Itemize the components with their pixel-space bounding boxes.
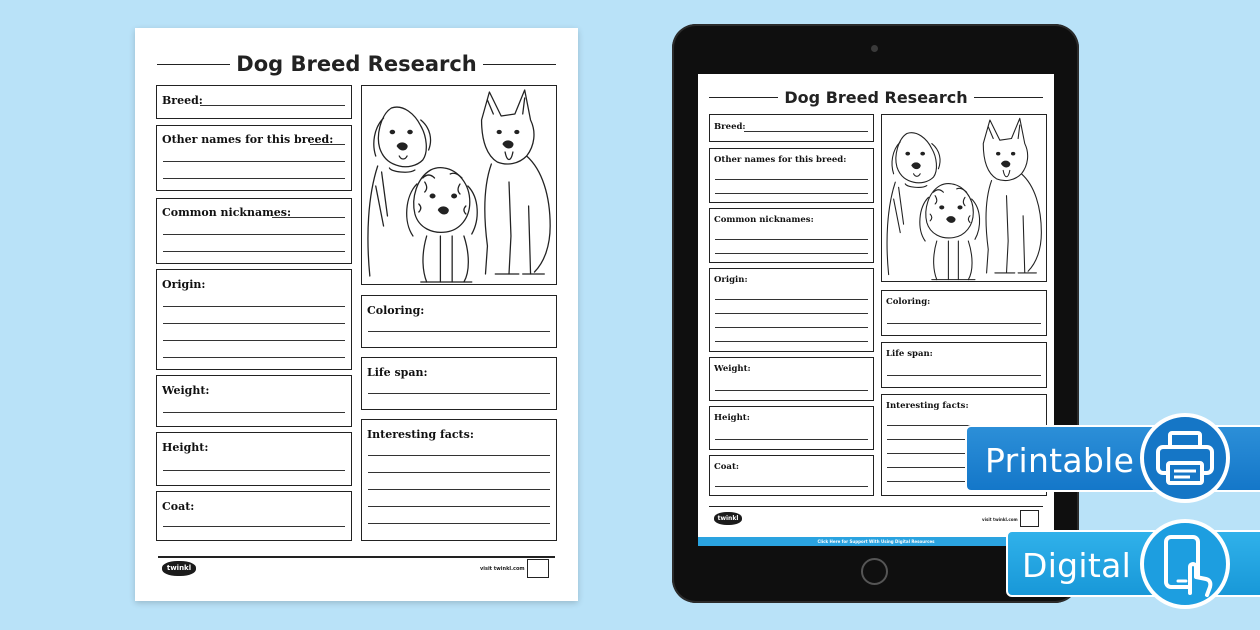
weight-label: Weight:	[162, 384, 210, 397]
printer-icon	[1140, 413, 1230, 503]
tablet-height-field[interactable]	[709, 406, 874, 450]
write-line	[272, 217, 345, 218]
facts-label: Interesting facts:	[886, 401, 969, 411]
nicknames-label: Common nicknames:	[714, 215, 814, 225]
home-button[interactable]	[861, 558, 888, 585]
write-line	[368, 523, 550, 524]
write-line	[163, 306, 345, 307]
tablet-nicknames-field[interactable]	[709, 208, 874, 263]
write-line	[887, 323, 1041, 324]
digital-support-banner[interactable]: Click Here for Support With Using Digital Resources	[698, 537, 1054, 546]
facts-label: Interesting facts:	[367, 428, 474, 441]
tablet-breed-field[interactable]	[709, 114, 874, 142]
weight-label: Weight:	[714, 364, 751, 374]
write-line	[887, 375, 1041, 376]
write-line	[715, 439, 868, 440]
write-line	[163, 357, 345, 358]
coloring-label: Coloring:	[367, 304, 425, 317]
write-line	[200, 105, 345, 106]
write-line	[715, 299, 868, 300]
write-line	[715, 313, 868, 314]
write-line	[368, 472, 550, 473]
write-line	[163, 526, 345, 527]
life-span-label: Life span:	[886, 349, 933, 359]
write-line	[163, 161, 345, 162]
coat-field[interactable]	[156, 491, 352, 541]
twinkl-logo: twinkl	[162, 561, 196, 576]
write-line	[715, 390, 868, 391]
write-line	[715, 341, 868, 342]
title-rule-right	[974, 97, 1043, 98]
tablet-footer-rule	[709, 506, 1043, 507]
title-rule-left	[157, 64, 230, 65]
tablet-other-names-field[interactable]	[709, 148, 874, 203]
worksheet-title: Dog Breed Research	[236, 52, 477, 76]
write-line	[744, 131, 868, 132]
write-line	[310, 144, 345, 145]
height-label: Height:	[162, 441, 209, 454]
breed-field[interactable]	[156, 85, 352, 119]
printable-label: Printable	[985, 441, 1135, 480]
breed-label: Breed:	[162, 94, 203, 107]
write-line	[163, 178, 345, 179]
title-rule-left	[709, 97, 778, 98]
life-span-field[interactable]	[361, 357, 557, 410]
write-line	[715, 193, 868, 194]
coloring-label: Coloring:	[886, 297, 931, 307]
tablet-coat-field[interactable]	[709, 455, 874, 496]
origin-label: Origin:	[714, 275, 748, 285]
tablet-touch-icon	[1140, 519, 1230, 609]
write-line	[368, 331, 550, 332]
write-line	[715, 239, 868, 240]
write-line	[368, 455, 550, 456]
tablet-worksheet-title: Dog Breed Research	[784, 88, 968, 107]
origin-label: Origin:	[162, 278, 206, 291]
other-names-label: Other names for this breed:	[714, 155, 847, 165]
write-line	[715, 486, 868, 487]
digital-label: Digital	[1022, 546, 1132, 585]
breed-label: Breed:	[714, 122, 746, 132]
write-line	[715, 179, 868, 180]
origin-field[interactable]	[156, 269, 352, 370]
weight-field[interactable]	[156, 375, 352, 427]
other-names-field[interactable]	[156, 125, 352, 191]
write-line	[163, 251, 345, 252]
tablet-footer-url: visit twinkl.com	[982, 517, 1018, 522]
write-line	[163, 412, 345, 413]
nicknames-label: Common nicknames:	[162, 206, 292, 219]
tablet-origin-field[interactable]	[709, 268, 874, 352]
write-line	[368, 393, 550, 394]
tablet-title-row	[709, 88, 1043, 107]
write-line	[715, 327, 868, 328]
tablet-twinkl-logo: twinkl	[714, 512, 742, 525]
quality-badge-icon	[1020, 510, 1039, 527]
height-label: Height:	[714, 413, 750, 423]
write-line	[368, 489, 550, 490]
facts-field[interactable]	[361, 419, 557, 541]
write-line	[368, 506, 550, 507]
write-line	[163, 340, 345, 341]
write-line	[163, 470, 345, 471]
tablet-coloring-field[interactable]	[881, 290, 1047, 336]
other-names-label: Other names for this breed:	[162, 133, 334, 146]
title-rule-right	[483, 64, 556, 65]
footer-url: visit twinkl.com	[480, 566, 525, 572]
title-row	[157, 52, 556, 76]
printed-worksheet	[135, 28, 578, 601]
quality-badge-icon	[527, 559, 549, 578]
tablet-dogs-illustration	[881, 114, 1047, 282]
tablet-life-span-field[interactable]	[881, 342, 1047, 388]
coat-label: Coat:	[162, 500, 195, 513]
write-line	[715, 253, 868, 254]
coloring-field[interactable]	[361, 295, 557, 348]
write-line	[163, 234, 345, 235]
tablet-weight-field[interactable]	[709, 357, 874, 401]
height-field[interactable]	[156, 432, 352, 486]
dogs-illustration	[361, 85, 557, 285]
camera-icon	[871, 45, 878, 52]
coat-label: Coat:	[714, 462, 740, 472]
life-span-label: Life span:	[367, 366, 428, 379]
footer-rule	[158, 556, 555, 558]
nicknames-field[interactable]	[156, 198, 352, 264]
write-line	[163, 323, 345, 324]
